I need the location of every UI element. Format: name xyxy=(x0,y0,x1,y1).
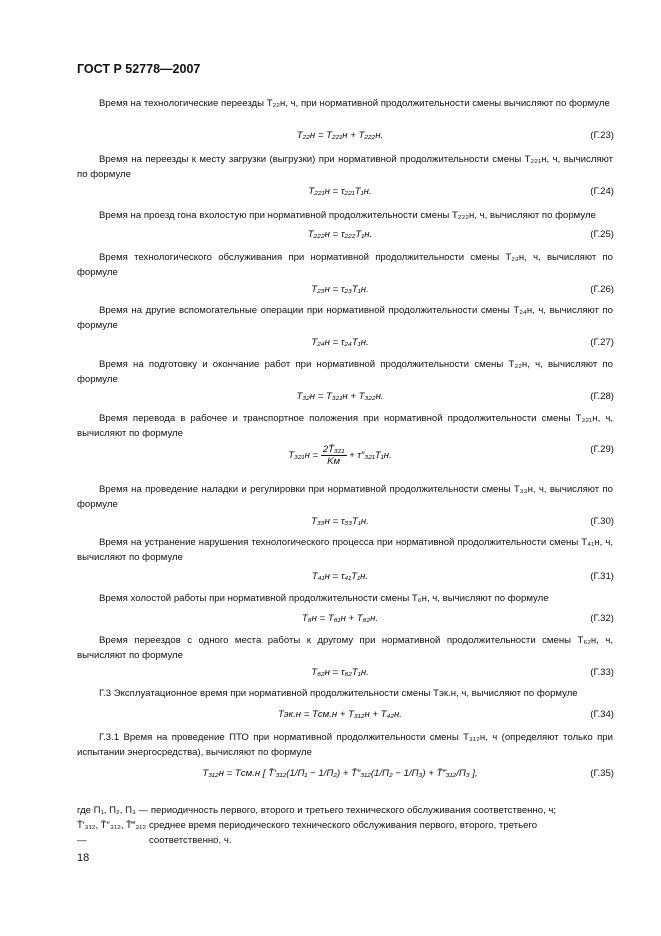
formula-number: (Г.31) xyxy=(590,571,614,582)
paragraph: Время холостой работы при нормативной продолжительности смены T₆н, ч, вычисляют по формуле xyxy=(99,593,549,604)
formula-number: (Г.28) xyxy=(590,391,614,402)
formula: T₃₃н = τ₃₃T₁н. xyxy=(311,516,369,527)
paragraph: Время перевода в рабочее и транспортное положения при нормативной продолжительности смены T₃₂₁н, ч, вычисляют по формуле xyxy=(77,413,613,439)
subsection-paragraph: Г.3.1 Время на проведение ПТО при нормативной продолжительности смены T₃₁₂н, ч (определяют только при испытании энергосредства), вычисляют по формуле xyxy=(77,732,613,758)
paragraph: Время технологического обслуживания при нормативной продолжительности смены T₂₃н, ч, вычисляют по формуле xyxy=(77,252,613,278)
formula-number: (Г.26) xyxy=(590,284,614,295)
formula-number: (Г.27) xyxy=(590,337,614,348)
document-header: ГОСТ Р 52778—2007 xyxy=(77,62,201,76)
formula-number: (Г.30) xyxy=(590,516,614,527)
paragraph: Время на переезды к месту загрузки (выгрузки) при нормативной продолжительности смены T₂₂₁н, ч, вычисляют по формуле xyxy=(77,154,613,180)
formula: T₂₃н = τ₂₃T₁н. xyxy=(311,284,369,295)
formula: T₃₂н = T₃₂₁н + T₃₂₂н. xyxy=(296,391,384,402)
legend-text: среднее время периодического технического обслуживания первого, второго, третьего соответственно, ч. xyxy=(149,820,538,846)
formula xyxy=(240,444,440,467)
paragraph: Время на устранение нарушения технологического процесса при нормативной продолжительности смены T₄₁н, ч, вычисляют по формуле xyxy=(77,537,613,563)
formula-rhs: + τ″₃₂₁T₁н. xyxy=(349,450,392,462)
fraction xyxy=(321,444,347,467)
fraction-numerator: 2T̄₃₂₁ xyxy=(322,444,345,455)
fraction-denominator: Kм xyxy=(327,456,341,467)
formula: T₂₂н = T₂₂₁н + T₂₂₂н. xyxy=(296,130,384,141)
formula: T₆₂н = τ₆₂T₁н. xyxy=(311,667,369,678)
paragraph: Время на другие вспомогательные операции при нормативной продолжительности смены T₂₄н, ч, вычисляют по формуле xyxy=(77,305,613,331)
formula-number: (Г.23) xyxy=(590,130,614,141)
formula-number: (Г.34) xyxy=(590,709,614,720)
paragraph: Время на проезд гона вхолостую при нормативной продолжительности смены T₂₂₂н, ч, вычисляют по формуле xyxy=(99,210,596,221)
formula: T₃₁₂н = Tсм.н [ T̄′₃₁₂(1/П₁ − 1/П₂) + T̄″₃₁₂(1/П₂ − 1/П₃) + T̄‴₃₁₂/П₃ ], xyxy=(202,768,478,779)
formula-number: (Г.29) xyxy=(590,444,614,455)
legend-symbol: T̄′₃₁₂, T̄″₃₁₂, T̄‴₃₁₂ — xyxy=(77,820,147,846)
paragraph: Время переездов с одного места работы к другому при нормативной продолжительности смены T₆₂н, ч, вычисляют по формуле xyxy=(77,635,613,661)
page-number: 18 xyxy=(77,852,90,864)
formula-number: (Г.24) xyxy=(590,186,614,197)
legend-text: периодичность первого, второго и третьего технического обслуживания соответственно, ч; xyxy=(150,805,557,816)
formula: T₂₂₂н = τ₂₂₂T₁н. xyxy=(307,229,373,240)
formula-number: (Г.32) xyxy=(590,613,614,624)
legend-item xyxy=(77,818,613,848)
legend-item xyxy=(77,803,556,818)
formula-lhs: T₃₂₁н = xyxy=(288,450,319,462)
formula-number: (Г.25) xyxy=(590,229,614,240)
formula: T₆н = T₆₁н + T₆₂н. xyxy=(301,613,379,624)
paragraph: Время на проведение наладки и регулировки при нормативной продолжительности смены T₃₃н, ч, вычисляют по формуле xyxy=(77,484,613,510)
paragraph: Время на технологические переезды T₂₂н, ч, при нормативной продолжительности смены вычисляют по формуле xyxy=(99,98,610,109)
section-paragraph: Г.3 Эксплуатационное время при нормативной продолжительности смены Tэк.н, ч, вычисляют по формуле xyxy=(99,688,578,699)
formula: T₄₁н = τ₄₁T₁н. xyxy=(311,571,369,582)
formula-number: (Г.35) xyxy=(590,768,614,779)
paragraph: Время на подготовку и окончание работ при нормативной продолжительности смены T₃₂н, ч, вычисляют по формуле xyxy=(77,359,613,385)
legend-symbol: где П₁, П₂, П₃ — xyxy=(77,805,149,816)
formula: T₂₄н = τ₂₄T₁н. xyxy=(311,337,369,348)
formula: Tэк.н = Tсм.н + T₃₁₂н + T₄₂н. xyxy=(278,709,402,720)
formula-number: (Г.33) xyxy=(590,667,614,678)
formula: T₂₂₁н = τ₂₂₁T₁н. xyxy=(308,186,372,197)
